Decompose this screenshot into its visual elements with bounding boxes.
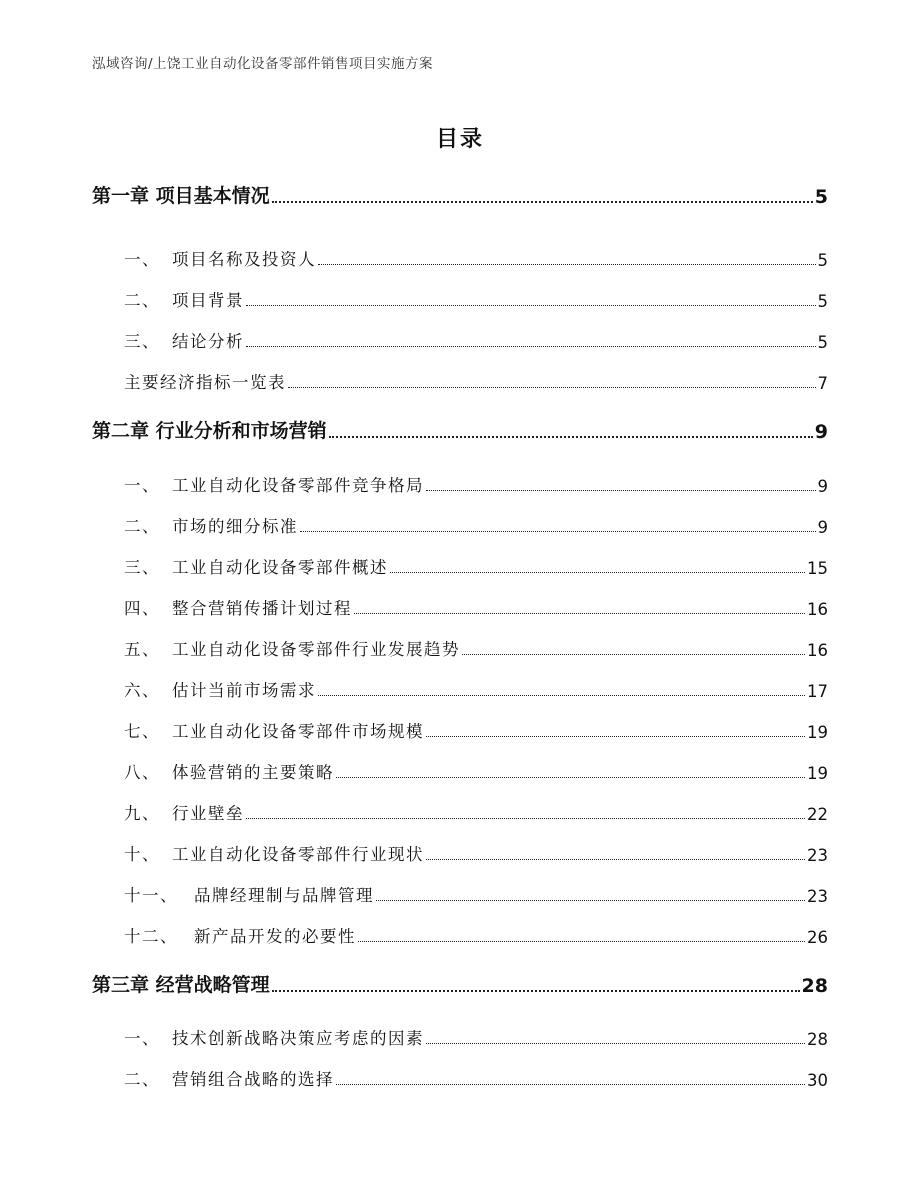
toc-page-number: 26 (807, 928, 828, 947)
toc-entry-label: 一、 工业自动化设备零部件竞争格局 (124, 476, 424, 495)
toc-chapter-2[interactable] (0, 415, 920, 443)
toc-section-2-5[interactable] (0, 632, 920, 660)
toc-entry-label: 二、 市场的细分标准 (124, 517, 298, 536)
toc-page-number: 5 (817, 333, 828, 352)
dot-leader (246, 818, 805, 819)
toc-page-number: 30 (807, 1071, 828, 1090)
toc-entry-label: 主要经济指标一览表 (124, 373, 286, 392)
toc-page-number: 16 (807, 641, 828, 660)
toc-page-number: 15 (807, 559, 828, 578)
toc-section-2-9[interactable] (0, 796, 920, 824)
dot-leader (336, 777, 805, 778)
toc-section-2-1[interactable] (0, 468, 920, 496)
toc-entry-label: 五、 工业自动化设备零部件行业发展趋势 (124, 640, 460, 659)
toc-section-1-4[interactable] (0, 365, 920, 393)
toc-section-2-11[interactable] (0, 878, 920, 906)
toc-entry-label: 二、 营销组合战略的选择 (124, 1070, 334, 1089)
toc-section-3-1[interactable] (0, 1021, 920, 1049)
toc-section-3-2[interactable] (0, 1062, 920, 1090)
dot-leader (318, 695, 805, 696)
toc-entry-label: 一、 项目名称及投资人 (124, 250, 316, 269)
toc-entry-label: 第二章 行业分析和市场营销 (92, 420, 327, 442)
dot-leader (318, 264, 816, 265)
dot-leader (390, 572, 805, 573)
toc-section-2-6[interactable] (0, 673, 920, 701)
dot-leader (358, 941, 805, 942)
toc-page-number: 9 (817, 518, 828, 537)
toc-entry-label: 一、 技术创新战略决策应考虑的因素 (124, 1029, 424, 1048)
toc-section-1-3[interactable] (0, 324, 920, 352)
dot-leader (336, 1084, 805, 1085)
toc-chapter-3[interactable] (0, 969, 920, 997)
toc-entry-label: 三、 工业自动化设备零部件概述 (124, 558, 388, 577)
toc-page-number: 19 (807, 764, 828, 783)
toc-entry-label: 十二、 新产品开发的必要性 (124, 927, 356, 946)
toc-entry-label: 二、 项目背景 (124, 291, 244, 310)
toc-section-2-2[interactable] (0, 509, 920, 537)
toc-entry-label: 十一、 品牌经理制与品牌管理 (124, 886, 374, 905)
dot-leader (272, 990, 800, 992)
toc-section-2-12[interactable] (0, 919, 920, 947)
toc-page-number: 19 (807, 723, 828, 742)
dot-leader (246, 346, 816, 347)
toc-page-number: 7 (817, 374, 828, 393)
toc-section-2-8[interactable] (0, 755, 920, 783)
dot-leader (426, 736, 805, 737)
dot-leader (354, 613, 805, 614)
toc-page-number: 17 (807, 682, 828, 701)
toc-section-2-10[interactable] (0, 837, 920, 865)
dot-leader (329, 436, 813, 438)
dot-leader (272, 201, 813, 203)
toc-page-number: 5 (817, 251, 828, 270)
toc-chapter-1[interactable] (0, 180, 920, 208)
toc-page-number: 9 (817, 477, 828, 496)
toc-page-number: 28 (807, 1030, 828, 1049)
page-header: 泓域咨询/上饶工业自动化设备零部件销售项目实施方案 (92, 56, 434, 72)
toc-entry-label: 第一章 项目基本情况 (92, 185, 270, 207)
dot-leader (426, 490, 816, 491)
toc-entry-label: 四、 整合营销传播计划过程 (124, 599, 352, 618)
dot-leader (426, 1043, 805, 1044)
toc-page-number: 16 (807, 600, 828, 619)
toc-entry-label: 十、 工业自动化设备零部件行业现状 (124, 845, 424, 864)
toc-section-1-1[interactable] (0, 242, 920, 270)
dot-leader (462, 654, 805, 655)
toc-page-number: 23 (807, 846, 828, 865)
toc-page-number: 28 (801, 975, 828, 997)
dot-leader (426, 859, 805, 860)
toc-section-1-2[interactable] (0, 283, 920, 311)
dot-leader (288, 387, 816, 388)
toc-section-2-7[interactable] (0, 714, 920, 742)
toc-page-number: 23 (807, 887, 828, 906)
toc-page-number: 9 (814, 421, 828, 443)
toc-page-number: 22 (807, 805, 828, 824)
toc-entry-label: 第三章 经营战略管理 (92, 974, 270, 996)
toc-entry-label: 六、 估计当前市场需求 (124, 681, 316, 700)
toc-page-number: 5 (817, 292, 828, 311)
toc-entry-label: 九、 行业壁垒 (124, 804, 244, 823)
toc-entry-label: 七、 工业自动化设备零部件市场规模 (124, 722, 424, 741)
dot-leader (246, 305, 816, 306)
toc-page-number: 5 (814, 186, 828, 208)
dot-leader (376, 900, 805, 901)
toc-section-2-3[interactable] (0, 550, 920, 578)
toc-title: 目录 (435, 127, 484, 152)
dot-leader (300, 531, 816, 532)
toc-entry-label: 八、 体验营销的主要策略 (124, 763, 334, 782)
toc-section-2-4[interactable] (0, 591, 920, 619)
toc-entry-label: 三、 结论分析 (124, 332, 244, 351)
